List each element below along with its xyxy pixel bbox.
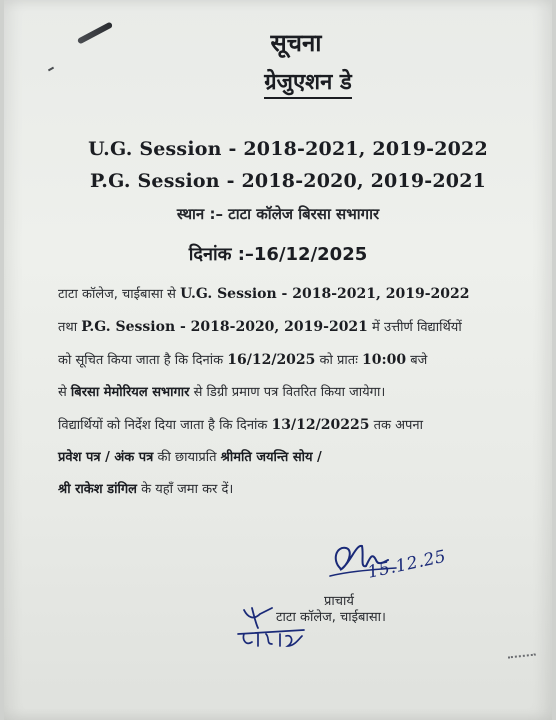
body-text-segment: टाटा कॉलेज, चाईबासा से [58,287,181,302]
body-text-segment: को सूचित किया जाता है कि दिनांक [58,353,228,368]
body-text-segment: बजे [406,353,428,368]
body-bold-segment: श्रीमति जयन्ति सोय / [220,450,322,465]
body-text-segment: विद्यार्थियों को निर्देश दिया जाता है कि दिनांक [58,418,272,433]
notice-subtitle-text: ग्रेजुएशन डे [264,70,352,99]
body-line-7 [58,474,528,506]
body-bold-segment: 13/12/20225 [271,417,370,433]
body-bold-segment: P.G. Session - 2018-2020, 2019-2021 [81,319,368,335]
body-bold-segment: बिरसा मेमोरियल सभागार [70,385,190,400]
body-text-segment: तक अपना [369,418,423,433]
body-text-segment: से [58,385,71,400]
handwritten-initials [236,626,308,650]
body-bold-segment: प्रवेश पत्र / अंक पत्र [58,450,154,465]
body-text-segment: को प्रातः [315,353,362,368]
body-text-segment: तथा [58,320,82,335]
body-line-3 [58,344,528,377]
body-bold-segment: 10:00 [361,352,407,368]
signature-date: 15.12.25 [365,546,449,583]
body-line-1 [58,278,528,311]
notice-subtitle [30,66,556,96]
body-text-segment: से डिग्री प्रमाण पत्र वितरित किया जायेगा। [189,385,386,400]
pg-session-line: P.G. Session - 2018-2020, 2019-2021 [89,170,487,192]
body-line-4 [58,377,528,409]
body-line-6 [58,442,528,474]
ug-session-line: U.G. Session - 2018-2021, 2019-2022 [88,138,488,160]
college-label: टाटा कॉलेज, चाईबासा। [276,610,386,625]
venue-line: स्थान :– टाटा कॉलेज बिरसा सभागार [176,205,380,223]
body-line-2 [58,311,528,344]
body-text-segment: में उत्तीर्ण विद्यार्थियों [367,320,462,335]
body-bold-segment: 16/12/2025 [227,352,316,368]
body-bold-segment: U.G. Session - 2018-2021, 2019-2022 [180,286,470,302]
notice-body [58,278,528,506]
body-text-segment: की छायाप्रति [153,450,221,465]
body-bold-segment: श्री राकेश डांगिल [58,482,137,497]
notice-title-text: सूचना [270,29,322,57]
principal-label: प्राचार्य [324,594,354,609]
notice-title [18,26,556,59]
date-line: दिनांक :–16/12/2025 [188,244,368,265]
body-text-segment: के यहाँ जमा कर दें। [136,482,234,497]
body-line-5 [58,409,528,442]
